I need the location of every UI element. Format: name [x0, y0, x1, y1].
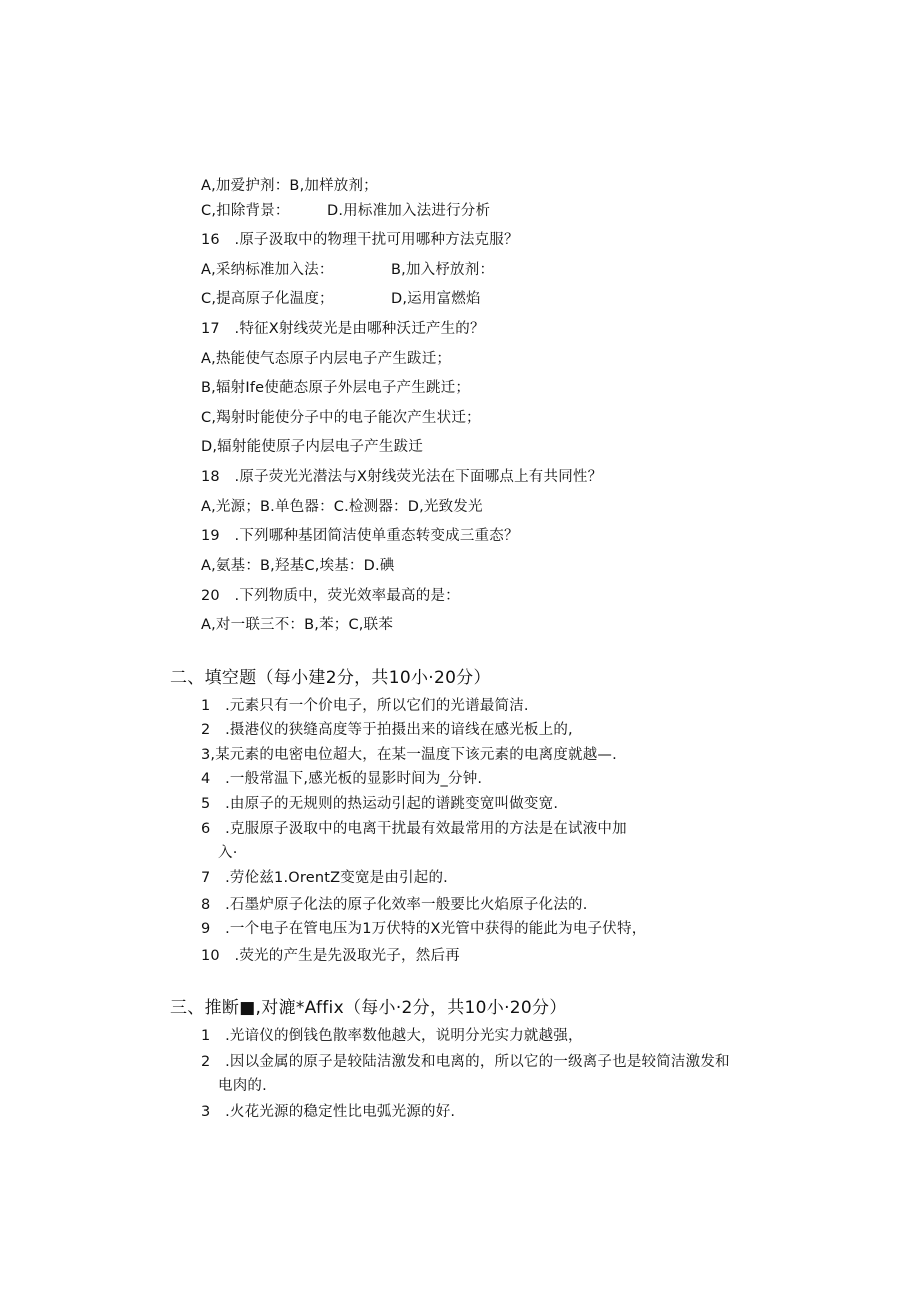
question-20: 20 .下列物质中，荧光效率最高的是： [201, 588, 460, 604]
tf-item-2-continued: 电肉的. [218, 1078, 267, 1094]
fill-item-1: 1 .元素只有一个价电子，所以它们的光谱最简洁. [201, 698, 529, 714]
q16-option-b: B,加入杼放剂： [391, 262, 495, 278]
question-18: 18 .原子荧光光潜法与X射线荧光法在下面哪点上有共同性？ [201, 469, 603, 485]
tf-item-3: 3 .火花光源的稳定性比电弧光源的好. [201, 1104, 456, 1120]
q15-option-d: D.用标准加入法进行分析 [327, 203, 491, 219]
q17-option-c: C,羯射时能使分子中的电子能次产生状迁； [201, 410, 481, 426]
fill-item-5: 5 .由原子的无规则的热运动引起的谱跳变宽叫做变宽. [201, 796, 559, 812]
fill-item-3: 3,某元素的电密电位超大，在某一温度下该元素的电离度就越—. [201, 747, 617, 763]
q17-option-d: D,辐射能使原子内层电子产生跋迁 [201, 439, 423, 455]
q15-options-ab: A,加爱护剂：B,加样放剂； [201, 178, 378, 194]
fill-item-4: 4 .一般常温下,感光板的显影时间为_分钟. [201, 771, 483, 787]
q17-option-b: B,辐射Ife使葩态原子外层电子产生跳迁； [201, 380, 471, 396]
fill-item-6: 6 .克服原子汲取中的电离干扰最有效最常用的方法是在试液中加 [201, 821, 627, 837]
fill-item-9: 9 .一个电子在管电压为1万伏特的X光管中获得的能此为电子伏特， [201, 921, 647, 937]
q18-options: A,光源；B.单色器：C.检测器：D,光致发光 [201, 499, 483, 515]
tf-item-1: 1 .光谙仪的倒钱色散率数他越大，说明分光实力就越强， [201, 1028, 583, 1044]
q19-options: A,氨基：B,羟基C,埃基：D.碘 [201, 558, 395, 574]
fill-item-10: 10 .荧光的产生是先汲取光子，然后再 [201, 948, 460, 964]
fill-item-8: 8 .石墨炉原子化法的原子化效率一般要比火焰原子化法的. [201, 897, 588, 913]
question-17: 17 .特征X射线荧光是由哪种沃迁产生的？ [201, 321, 485, 337]
fill-item-6-continued: 入· [218, 845, 238, 861]
q17-option-a: A,热能使气态原子内层电子产生跋迁； [201, 351, 452, 367]
question-19: 19 .下列哪种基团简洁使单重态转变成三重态？ [201, 528, 519, 544]
section2-heading: 二、填空题（每小建2分，共10小·20分） [170, 668, 491, 688]
tf-item-2: 2 .因以金属的原子是较陆洁激发和电离的，所以它的一级离子也是较简洁激发和 [201, 1054, 730, 1070]
section3-heading: 三、推断■,对漉*Affix（每小·2分，共10小·20分） [170, 998, 567, 1018]
q16-option-d: D,运用富燃焰 [391, 291, 481, 307]
fill-item-2: 2 .摄港仪的狭缝高度等于拍摄出来的谙线在感光板上的, [201, 722, 573, 738]
q16-option-c: C,提高原子化温度； [201, 291, 334, 307]
q15-option-c: C,扣除背景： [201, 203, 290, 219]
q16-option-a: A,采纳标准加入法： [201, 262, 334, 278]
q20-options: A,对一联三不：B,苯；C,联苯 [201, 617, 394, 633]
fill-item-7: 7 .劳伦兹1.OrentZ变宽是由引起的. [201, 870, 448, 886]
question-16: 16 .原子汲取中的物理干扰可用哪种方法克服？ [201, 232, 519, 248]
